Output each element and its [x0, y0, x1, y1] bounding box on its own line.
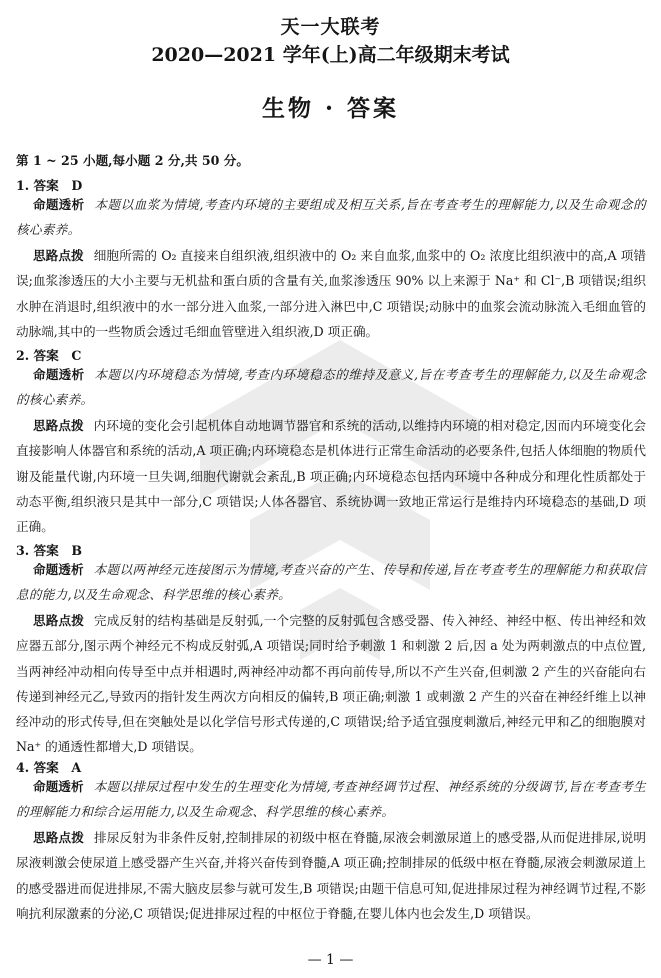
tips-paragraph — [16, 243, 646, 344]
section-intro: 第 1 ~ 25 小题,每小题 2 分,共 50 分。 — [16, 153, 249, 168]
tips-label: 思路点拨 — [33, 830, 85, 845]
analysis-label: 命题透析 — [33, 367, 85, 382]
analysis-label: 命题透析 — [33, 779, 84, 794]
answer-line: 1. 答案 D — [16, 178, 83, 193]
subject-title: 生物 · 答案 — [261, 95, 400, 122]
tips-text: 内环境的变化会引起机体自动地调节器官和系统的活动,以维持内环境的相对稳定,因而内环境变化会直接影响人体器官和系统的活动,A 项正确;内环境稳态是机体进行正常生命活动的必要条件,包括人体细胞的物质代谢及能量代谢,内环境一旦失调,细胞代谢就会紊乱,B 项正确;内环境稳态包括内环境中各种成分和理化性质都处于动态平衡,组织液只是其中一部分,C 项错误;人体各器官、系统协调一致地正常运行是维持内环境稳态的基础,D 项正确。 — [16, 418, 646, 535]
tips-paragraph — [16, 413, 646, 539]
exam-title: 2020—2021 学年(上)高二年级期末考试 — [151, 44, 510, 66]
analysis-paragraph — [16, 192, 646, 243]
answer-line: 2. 答案 C — [16, 348, 82, 363]
analysis-label: 命题透析 — [33, 562, 84, 577]
org-title: 天一大联考 — [280, 16, 381, 38]
tips-label: 思路点拨 — [33, 248, 84, 263]
page-number: — 1 — — [307, 952, 354, 968]
analysis-text: 本题以排尿过程中发生的生理变化为情境,考查神经调节过程、神经系统的分级调节,旨在考查考生的理解能力和综合运用能力,以及生命观念、科学思维的核心素养。 — [16, 779, 646, 820]
tips-text: 细胞所需的 O₂ 直接来自组织液,组织液中的 O₂ 来自血浆,血浆中的 O₂ 浓度比组织液中的高,A 项错误;血浆渗透压的大小主要与无机盐和蛋白质的含量有关,血浆渗透压 90% 以上来源于 Na⁺ 和 Cl⁻,B 项错误;组织水肿在消退时,组织液中的水一部分进入血浆,一部分进入淋巴中,C 项错误;动脉中的血浆会流动脉流入毛细血管的动脉端,其中的一些物质会透过毛细血管壁进入组织液,D 项正确。 — [16, 248, 647, 339]
analysis-text: 本题以两神经元连接图示为情境,考查兴奋的产生、传导和传递,旨在考查考生的理解能力和获取信息的能力,以及生命观念、科学思维的核心素养。 — [16, 562, 646, 603]
answer-line: 3. 答案 B — [16, 543, 82, 558]
tips-label: 思路点拨 — [33, 613, 84, 628]
tips-text: 完成反射的结构基础是反射弧,一个完整的反射弧包含感受器、传入神经、神经中枢、传出神经和效应器五部分,图示两个神经元不构成反射弧,A 项错误;同时给予刺激 1 和刺激 2 后,因 a 处为两刺激点的中点位置,当两神经冲动相向传导至中点并相遇时,两神经冲动都不再向前传导,所以不产生兴奋,但刺激 2 产生的兴奋能向右传递到神经元乙,导致丙的指针发生两次方向相反的偏转,B 项正确;刺激 1 或刺激 2 产生的兴奋在神经纤维上以神经冲动的形式传导,但在突触处是以化学信号形式传递的,C 项错误;给予适宜强度刺激后,神经元甲和乙的细胞膜对 Na⁺ 的通透性都增大,D 项错误。 — [16, 613, 646, 755]
analysis-paragraph — [16, 557, 646, 608]
tips-text: 排尿反射为非条件反射,控制排尿的初级中枢在脊髓,尿液会刺激尿道上的感受器,从而促进排尿,说明尿液刺激会使尿道上感受器产生兴奋,并将兴奋传到脊髓,A 项正确;控制排尿的低级中枢在脊髓,尿液会刺激尿道上的感受器进而促进排尿,不需大脑皮层参与就可发生,B 项错误;由题干信息可知,促进排尿过程为神经调节过程,不影响抗利尿激素的分泌,C 项错误;促进排尿过程的中枢位于脊髓,在婴儿体内也会发生,D 项错误。 — [16, 830, 647, 921]
tips-label: 思路点拨 — [33, 418, 84, 433]
tips-paragraph — [16, 825, 646, 926]
analysis-paragraph — [16, 362, 646, 413]
analysis-paragraph — [16, 774, 646, 825]
analysis-label: 命题透析 — [33, 197, 85, 212]
analysis-text: 本题以血浆为情境,考查内环境的主要组成及相互关系,旨在考查考生的理解能力,以及生命观念的核心素养。 — [16, 197, 647, 238]
answer-line: 4. 答案 A — [16, 760, 82, 775]
analysis-text: 本题以内环境稳态为情境,考查内环境稳态的维持及意义,旨在考查考生的理解能力,以及生命观念的核心素养。 — [16, 367, 647, 408]
tips-paragraph — [16, 608, 646, 760]
